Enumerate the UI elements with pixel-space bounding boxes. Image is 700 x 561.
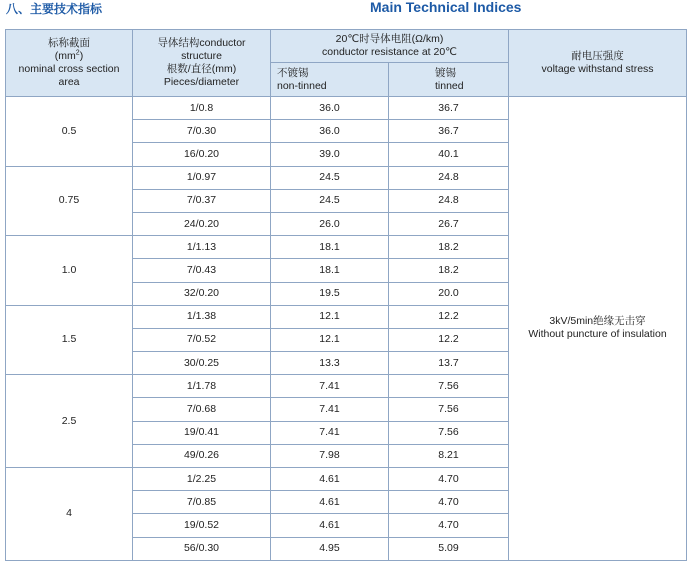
cell-voltage-stress bbox=[509, 97, 687, 561]
header-tinned bbox=[389, 63, 509, 97]
cell-non-tinned: 24.5 bbox=[271, 189, 389, 212]
cell-structure: 19/0.52 bbox=[133, 514, 271, 537]
header-voltage-cn: 耐电压强度 bbox=[571, 50, 624, 62]
cell-tinned: 5.09 bbox=[389, 537, 509, 560]
header-tinned-cn: 镀锡 bbox=[435, 66, 456, 79]
cell-non-tinned: 7.98 bbox=[271, 444, 389, 467]
cell-structure: 7/0.30 bbox=[133, 120, 271, 143]
header-non-tinned-en: non-tinned bbox=[277, 79, 327, 92]
cell-tinned: 26.7 bbox=[389, 212, 509, 235]
cell-non-tinned: 18.1 bbox=[271, 259, 389, 282]
cell-area: 0.75 bbox=[6, 166, 133, 236]
cell-non-tinned: 26.0 bbox=[271, 212, 389, 235]
cell-structure: 56/0.30 bbox=[133, 537, 271, 560]
cell-structure: 1/2.25 bbox=[133, 468, 271, 491]
header-structure-2: structure bbox=[181, 50, 222, 62]
cell-structure: 49/0.26 bbox=[133, 444, 271, 467]
cell-non-tinned: 19.5 bbox=[271, 282, 389, 305]
section-heading-en: Main Technical Indices bbox=[370, 0, 522, 15]
cell-structure: 16/0.20 bbox=[133, 143, 271, 166]
header-resistance-2: conductor resistance at 20℃ bbox=[322, 46, 457, 58]
cell-structure: 1/1.13 bbox=[133, 236, 271, 259]
cell-tinned: 7.56 bbox=[389, 398, 509, 421]
technical-indices-table bbox=[5, 29, 687, 561]
cell-tinned: 18.2 bbox=[389, 259, 509, 282]
cell-tinned: 7.56 bbox=[389, 375, 509, 398]
header-area-en-2: area bbox=[58, 76, 80, 88]
table-row bbox=[6, 97, 687, 120]
cell-tinned: 4.70 bbox=[389, 491, 509, 514]
cell-tinned: 36.7 bbox=[389, 120, 509, 143]
cell-tinned: 7.56 bbox=[389, 421, 509, 444]
cell-structure: 19/0.41 bbox=[133, 421, 271, 444]
cell-tinned: 12.2 bbox=[389, 305, 509, 328]
voltage-value-cn: 3kV/5min绝缘无击穿 bbox=[549, 315, 646, 328]
header-tinned-en: tinned bbox=[435, 79, 464, 92]
cell-area: 1.0 bbox=[6, 236, 133, 306]
cell-tinned: 36.7 bbox=[389, 97, 509, 120]
cell-non-tinned: 4.61 bbox=[271, 491, 389, 514]
cell-tinned: 24.8 bbox=[389, 189, 509, 212]
cell-tinned: 40.1 bbox=[389, 143, 509, 166]
cell-area: 0.5 bbox=[6, 97, 133, 167]
header-structure-1: 导体结构conductor bbox=[157, 37, 246, 49]
cell-structure: 32/0.20 bbox=[133, 282, 271, 305]
cell-tinned: 4.70 bbox=[389, 514, 509, 537]
cell-structure: 7/0.85 bbox=[133, 491, 271, 514]
cell-structure: 7/0.52 bbox=[133, 328, 271, 351]
header-area bbox=[6, 30, 133, 97]
cell-structure: 1/1.78 bbox=[133, 375, 271, 398]
cell-non-tinned: 7.41 bbox=[271, 421, 389, 444]
cell-structure: 24/0.20 bbox=[133, 212, 271, 235]
header-voltage-en: voltage withstand stress bbox=[541, 63, 654, 75]
cell-non-tinned: 13.3 bbox=[271, 352, 389, 375]
cell-non-tinned: 12.1 bbox=[271, 305, 389, 328]
cell-non-tinned: 4.61 bbox=[271, 514, 389, 537]
cell-structure: 7/0.68 bbox=[133, 398, 271, 421]
header-resistance bbox=[271, 30, 509, 63]
cell-tinned: 18.2 bbox=[389, 236, 509, 259]
cell-structure: 7/0.43 bbox=[133, 259, 271, 282]
header-area-en-1: nominal cross section bbox=[18, 63, 120, 75]
header-structure-3: 根数/直径(mm) bbox=[166, 63, 237, 75]
cell-structure: 7/0.37 bbox=[133, 189, 271, 212]
cell-structure: 1/0.8 bbox=[133, 97, 271, 120]
cell-non-tinned: 7.41 bbox=[271, 398, 389, 421]
header-area-unit: $(mm^2)$ bbox=[54, 49, 84, 62]
header-structure bbox=[133, 30, 271, 97]
cell-area: 1.5 bbox=[6, 305, 133, 375]
cell-tinned: 4.70 bbox=[389, 468, 509, 491]
cell-tinned: 24.8 bbox=[389, 166, 509, 189]
header-non-tinned-cn: 不镀锡 bbox=[277, 66, 309, 79]
cell-non-tinned: 36.0 bbox=[271, 97, 389, 120]
cell-tinned: 8.21 bbox=[389, 444, 509, 467]
cell-non-tinned: 4.61 bbox=[271, 468, 389, 491]
cell-tinned: 12.2 bbox=[389, 328, 509, 351]
voltage-value-en: Without puncture of insulation bbox=[528, 328, 667, 341]
cell-non-tinned: 4.95 bbox=[271, 537, 389, 560]
cell-non-tinned: 24.5 bbox=[271, 166, 389, 189]
cell-tinned: 20.0 bbox=[389, 282, 509, 305]
header-non-tinned bbox=[271, 63, 389, 97]
cell-area: 2.5 bbox=[6, 375, 133, 468]
cell-tinned: 13.7 bbox=[389, 352, 509, 375]
cell-structure: 1/0.97 bbox=[133, 166, 271, 189]
header-area-cn: 标称截面 bbox=[48, 37, 90, 49]
section-heading-cn: 八、主要技术指标 bbox=[6, 2, 103, 16]
cell-non-tinned: 36.0 bbox=[271, 120, 389, 143]
header-resistance-1: 20℃时导体电阻(Ω/km) bbox=[335, 33, 444, 45]
cell-structure: 30/0.25 bbox=[133, 352, 271, 375]
cell-structure: 1/1.38 bbox=[133, 305, 271, 328]
cell-non-tinned: 7.41 bbox=[271, 375, 389, 398]
cell-non-tinned: 39.0 bbox=[271, 143, 389, 166]
cell-non-tinned: 18.1 bbox=[271, 236, 389, 259]
header-voltage bbox=[509, 30, 687, 97]
header-structure-4: Pieces/diameter bbox=[163, 76, 240, 88]
cell-non-tinned: 12.1 bbox=[271, 328, 389, 351]
cell-area: 4 bbox=[6, 468, 133, 561]
section-heading bbox=[0, 0, 700, 22]
